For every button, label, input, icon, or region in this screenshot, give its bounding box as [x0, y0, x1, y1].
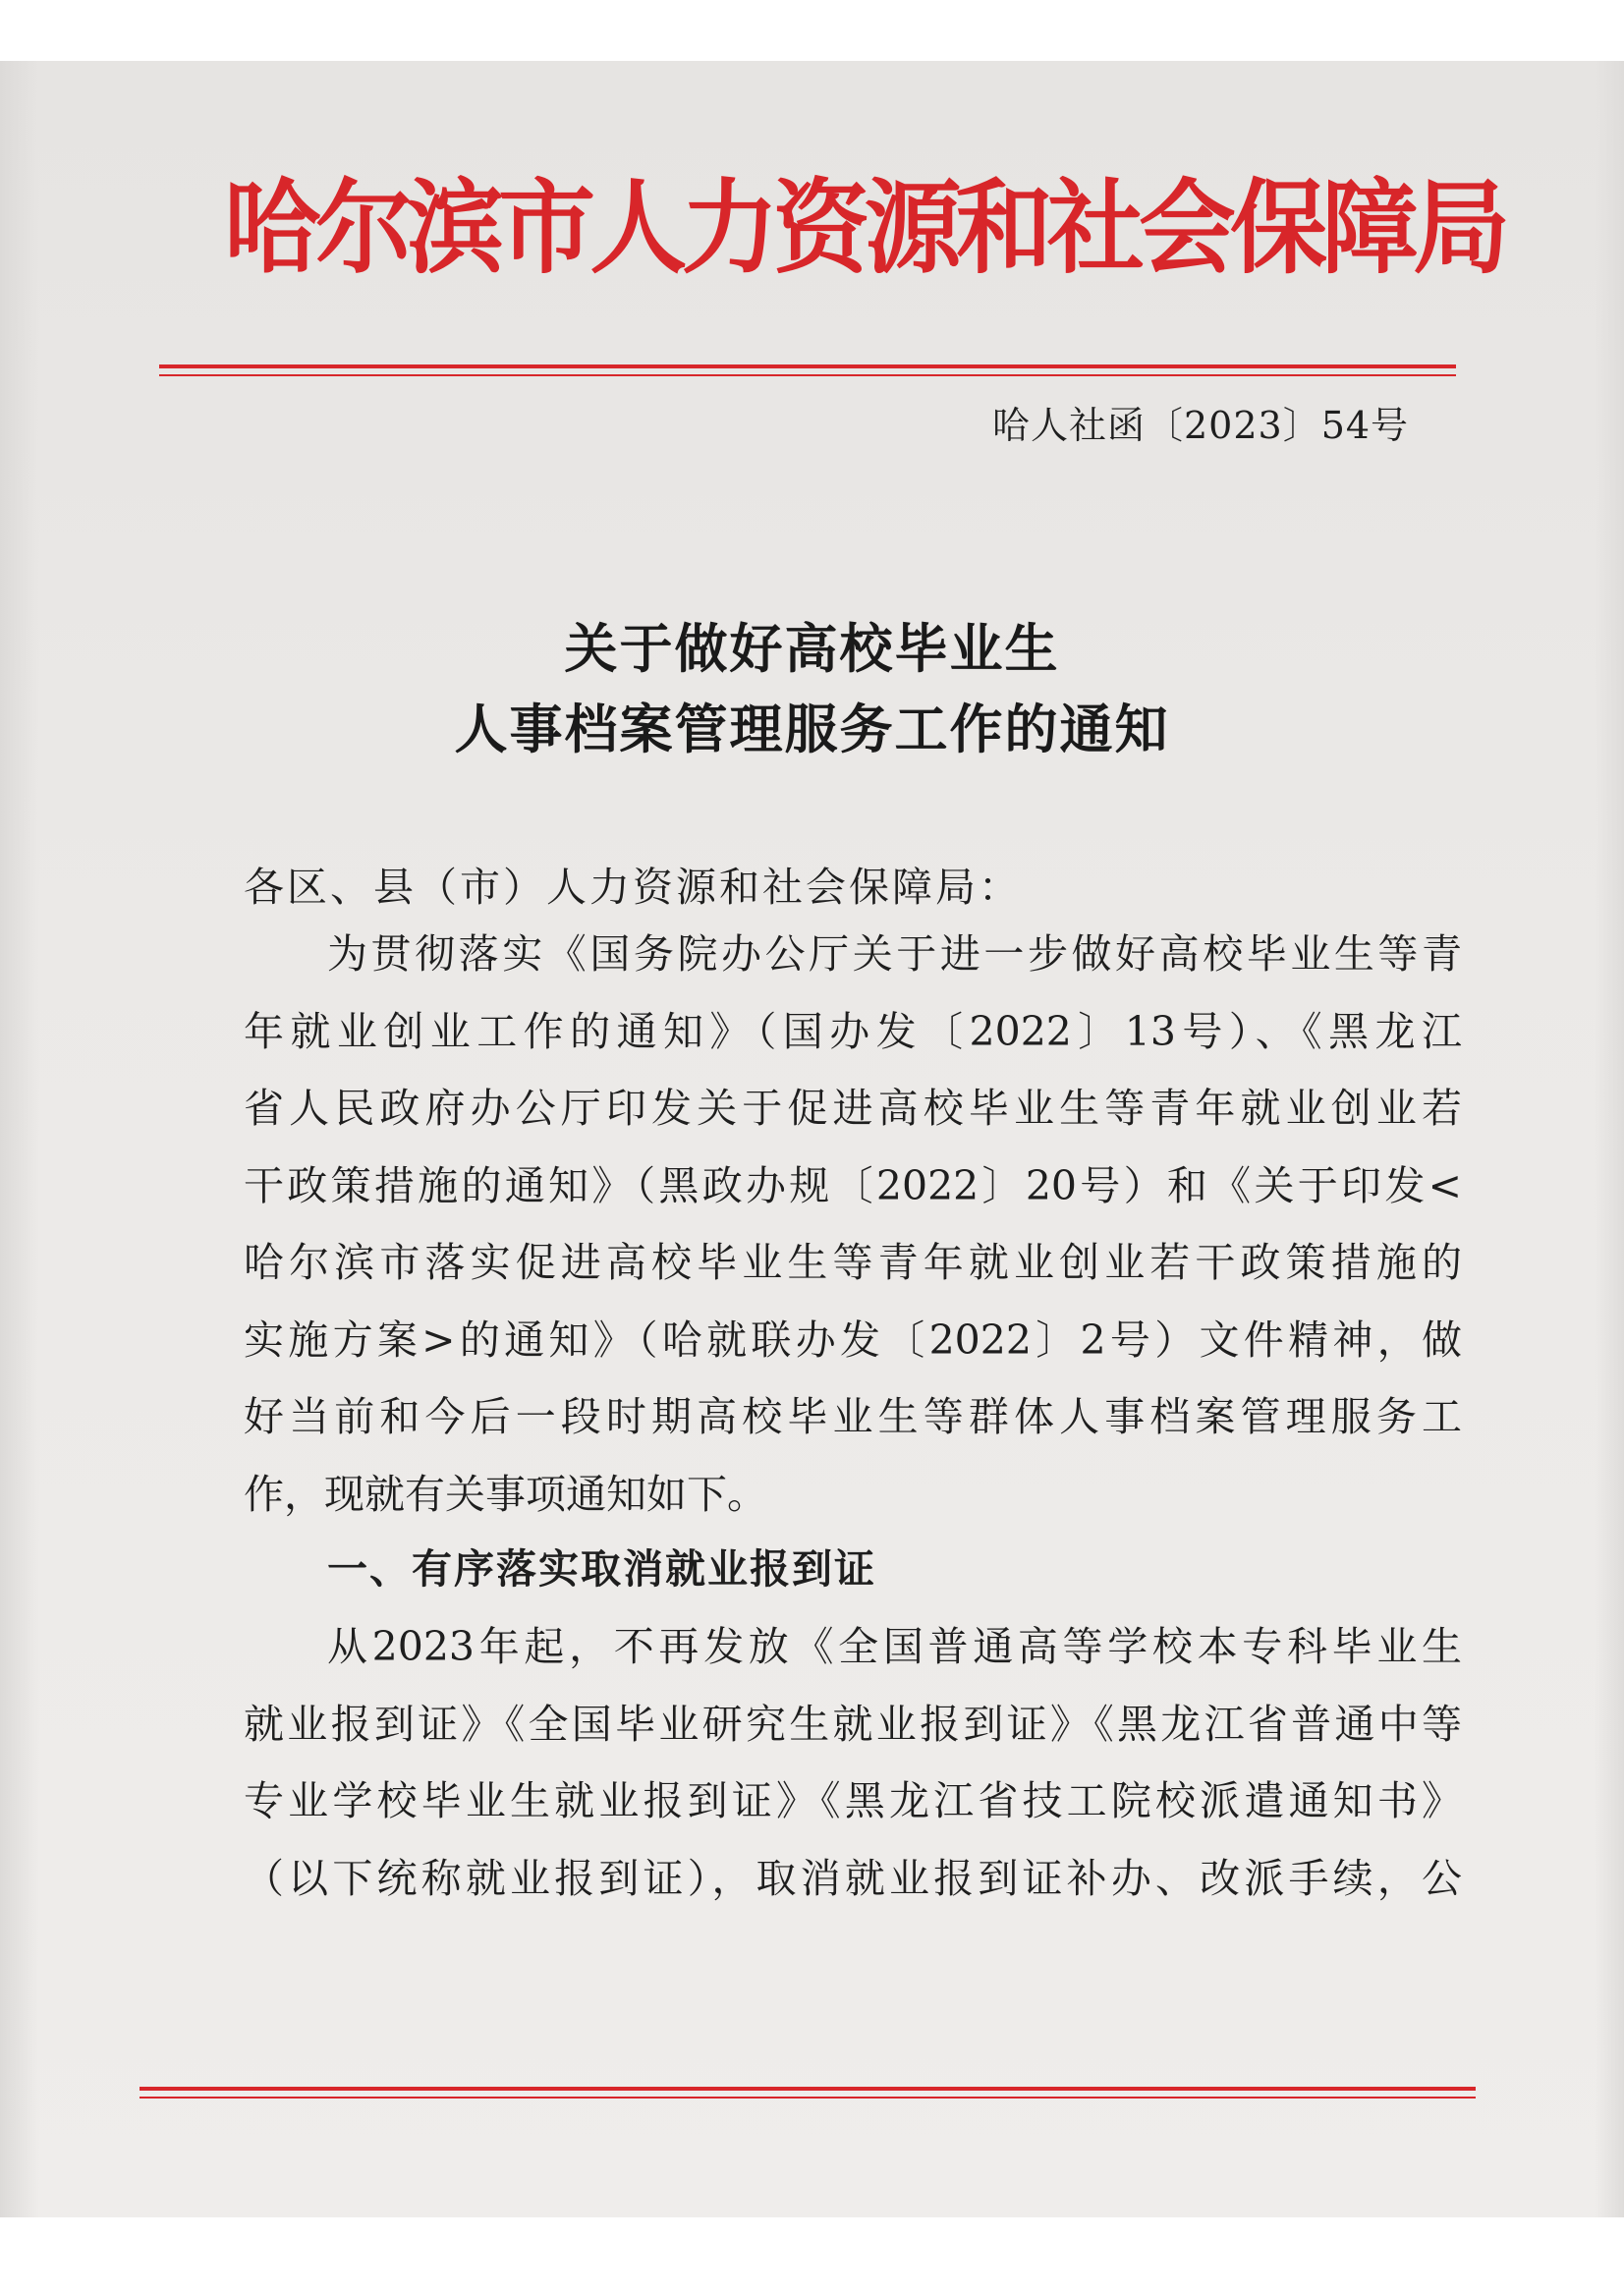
paragraph-intro — [244, 916, 1462, 1533]
footer-red-rule-thick — [140, 2087, 1476, 2091]
body-line: 好当前和今后一段时期高校毕业生等群体人事档案管理服务工 — [244, 1393, 1462, 1440]
paragraph-section-1 — [244, 1608, 1462, 1917]
body-line: 专业学校毕业生就业报到证》《黑龙江省技工院校派遣通知书》 — [244, 1777, 1462, 1824]
footer-red-rule-thin — [140, 2097, 1476, 2099]
page-edge-shadow-right — [1595, 61, 1624, 2217]
body-line: 实施方案>的通知》（哈就联办发〔2022〕2号）文件精神，做 — [244, 1315, 1462, 1364]
issuing-organization-header: 哈尔滨市人力资源和社会保障局 — [224, 168, 1505, 288]
body-line: 就业报到证》《全国毕业研究生就业报到证》《黑龙江省普通中等 — [244, 1700, 1462, 1748]
body-line: 年就业创业工作的通知》（国办发〔2022〕13号）、《黑龙江 — [244, 1007, 1462, 1055]
document-title-line-1: 关于做好高校毕业生 — [564, 617, 1060, 680]
body-line: 省人民政府办公厅印发关于促进高校毕业生等青年就业创业若 — [244, 1085, 1462, 1132]
header-red-rule-thick — [159, 364, 1456, 368]
document-title-line-2: 人事档案管理服务工作的通知 — [454, 698, 1170, 760]
body-line: 从2023年起，不再发放《全国普通高等学校本专科毕业生 — [327, 1623, 1462, 1670]
document-number: 哈人社函〔2023〕54号 — [992, 404, 1410, 447]
body-line: （以下统称就业报到证），取消就业报到证补办、改派手续，公 — [244, 1854, 1462, 1902]
header-red-rule-thin — [159, 374, 1456, 376]
section-heading-1: 一、有序落实取消就业报到证 — [327, 1545, 876, 1593]
body-line: 作，现就有关事项通知如下。 — [244, 1470, 767, 1518]
addressee-line: 各区、县（市）人力资源和社会保障局： — [244, 864, 1022, 911]
body-line: 哈尔滨市落实促进高校毕业生等青年就业创业若干政策措施的 — [244, 1239, 1462, 1286]
body-line: 为贯彻落实《国务院办公厅关于进一步做好高校毕业生等青 — [327, 930, 1462, 978]
body-line: 干政策措施的通知》（黑政办规〔2022〕20号）和《关于印发< — [244, 1161, 1462, 1209]
page-edge-shadow-left — [0, 61, 39, 2217]
